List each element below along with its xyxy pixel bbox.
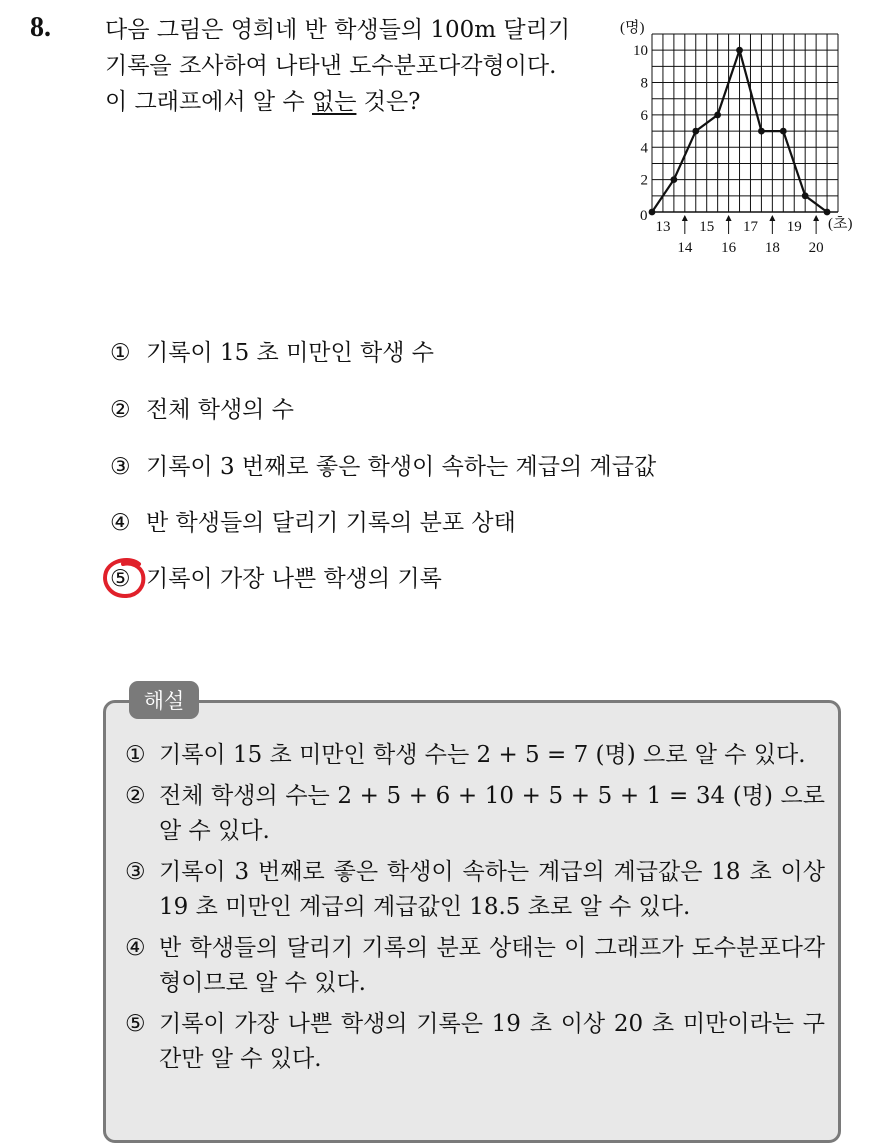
choice-5-text: 기록이 가장 나쁜 학생의 기록 (146, 566, 442, 592)
x-tick-arrowhead (813, 215, 819, 221)
solution-item-1-number: ① (125, 742, 146, 768)
y-tick-label: 2 (640, 172, 648, 189)
solution-item-1-text: 기록이 15 초 미만인 학생 수는 2 + 5 = 7 (명) 으로 알 수 있다. (159, 742, 806, 768)
choice-2-number: ② (110, 397, 131, 423)
x-tick-arrowhead (726, 215, 732, 221)
choice-3-number: ③ (110, 454, 131, 480)
y-tick-label: 4 (640, 140, 648, 157)
choice-4-text: 반 학생들의 달리기 기록의 분포 상태 (146, 510, 516, 536)
solution-item-3-text: 기록이 3 번째로 좋은 학생이 속하는 계급의 계급값은 18 초 이상 19 초 미만인 계급의 계급값인 18.5 초로 알 수 있다. (159, 859, 825, 920)
frequency-polygon-chart (618, 20, 853, 260)
y-tick-label: 8 (640, 75, 648, 92)
solution-item-5-text: 기록이 가장 나쁜 학생의 기록은 19 초 이상 20 초 미만이라는 구간만 알 수 있다. (159, 1011, 825, 1072)
y-axis-label: (명) (620, 20, 645, 36)
choice-3[interactable] (110, 450, 656, 484)
y-tick-label: 10 (633, 43, 648, 60)
answer-mark-circle (101, 556, 151, 602)
solution-item-5-number: ⑤ (125, 1011, 146, 1037)
question-text-before: 다음 그림은 영희네 반 학생들의 100m 달리기 기록을 조사하여 나타낸 도수분포다각형이다. 이 그래프에서 알 수 (105, 17, 571, 115)
choice-1[interactable] (110, 336, 434, 370)
question-text-after: 것은? (356, 89, 421, 115)
x-tick-label: 15 (699, 219, 715, 235)
question-text-underlined: 없는 (312, 89, 357, 115)
choice-1-number: ① (110, 340, 131, 366)
solution-item-4-number: ④ (125, 935, 146, 961)
choice-4[interactable] (110, 506, 516, 540)
solution-item-2 (125, 779, 825, 849)
data-point (824, 209, 831, 216)
origin-label: 0 (640, 208, 648, 224)
solution-item-3-number: ③ (125, 859, 146, 885)
x-tick-arrowhead (769, 215, 775, 221)
solution-item-5 (125, 1007, 825, 1077)
solution-item-3 (125, 855, 825, 925)
x-tick-arrowhead (682, 215, 688, 221)
choice-2-text: 전체 학생의 수 (146, 397, 294, 423)
choice-2[interactable] (110, 393, 294, 427)
x-tick-label: 16 (721, 240, 737, 256)
choice-5[interactable] (110, 562, 442, 596)
y-tick-label: 6 (640, 107, 648, 124)
data-point (802, 192, 809, 199)
question-number: 8. (30, 12, 51, 43)
choice-3-text: 기록이 3 번째로 좋은 학생이 속하는 계급의 계급값 (146, 454, 657, 480)
choice-5-number: ⑤ (110, 566, 131, 592)
choice-1-text: 기록이 15 초 미만인 학생 수 (146, 340, 435, 366)
data-point (736, 47, 743, 54)
data-point (758, 128, 765, 135)
data-point (780, 128, 787, 135)
solution-item-4 (125, 931, 825, 1001)
question-text (105, 12, 585, 120)
x-tick-label: 17 (742, 219, 758, 235)
solution-list (125, 738, 825, 1083)
data-point (714, 112, 721, 119)
solution-item-1 (125, 738, 825, 773)
x-axis-label: (초) (828, 216, 853, 232)
x-tick-label: 19 (786, 219, 802, 235)
data-point (649, 209, 656, 216)
solution-item-2-text: 전체 학생의 수는 2 + 5 + 6 + 10 + 5 + 5 + 1 = 34 (명) 으로 알 수 있다. (159, 783, 825, 844)
data-point (670, 176, 677, 183)
choice-4-number: ④ (110, 510, 131, 536)
data-point (692, 128, 699, 135)
x-tick-label: 18 (764, 240, 780, 256)
x-tick-label: 20 (808, 240, 824, 256)
x-tick-label: 13 (655, 219, 671, 235)
solution-item-2-number: ② (125, 783, 146, 809)
x-tick-label: 14 (677, 240, 693, 256)
solution-tab-label: 해설 (129, 681, 199, 719)
solution-item-4-text: 반 학생들의 달리기 기록의 분포 상태는 이 그래프가 도수분포다각형이므로 알 수 있다. (159, 935, 825, 996)
